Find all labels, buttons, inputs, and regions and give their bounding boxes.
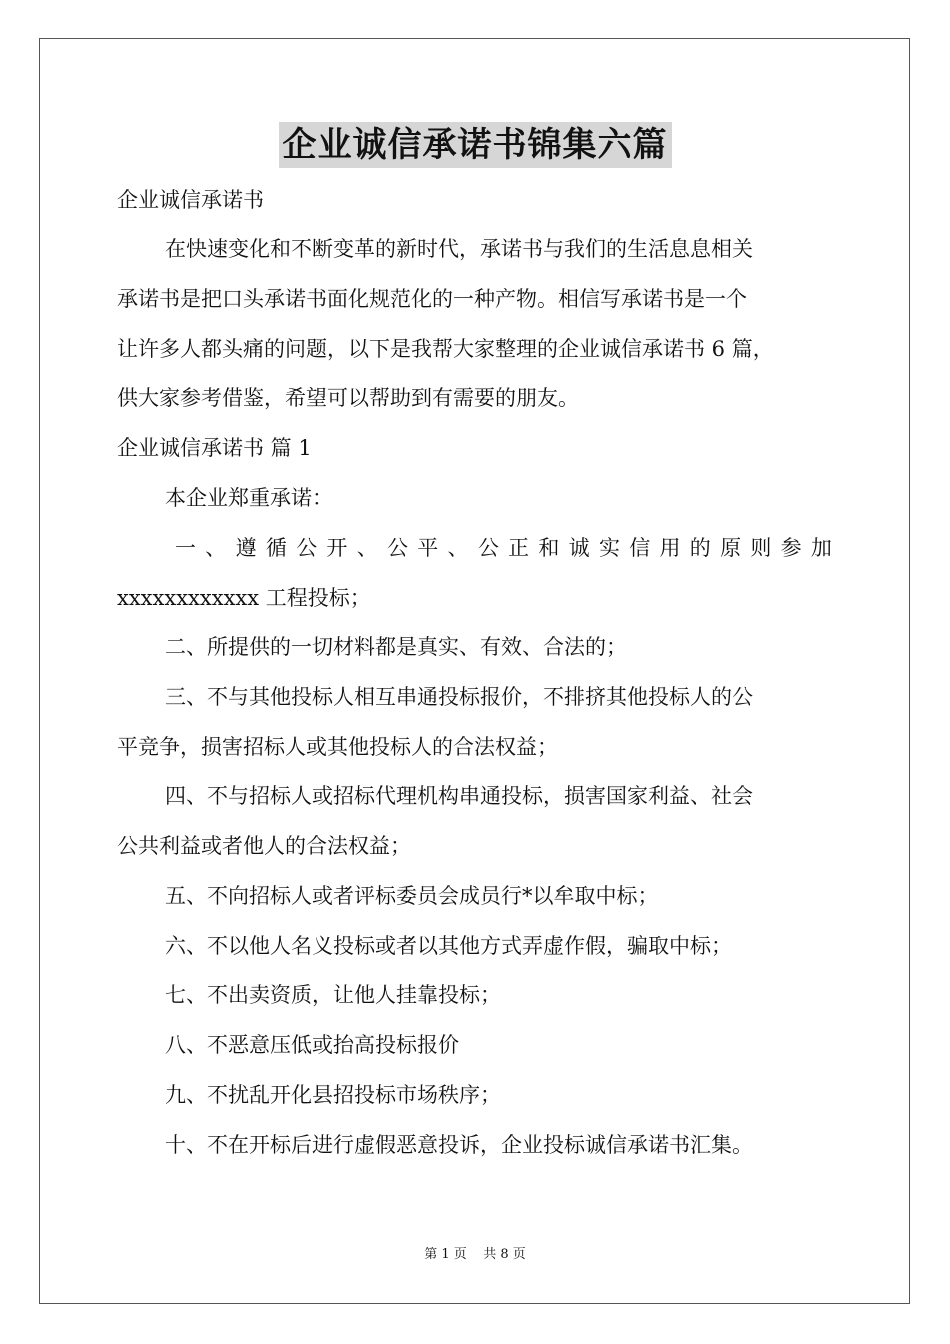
item-4-line-2: 公共利益或者他人的合法权益； (117, 834, 411, 858)
title-container (0, 122, 950, 168)
item-1-char: 原 (720, 536, 742, 560)
item-1-char: 、 (356, 536, 378, 560)
item-1-line-1 (175, 533, 832, 563)
document-subtitle: 企业诚信承诺书 (117, 188, 264, 212)
item-1-char: 、 (205, 536, 227, 560)
section-heading: 企业诚信承诺书 篇 1 (117, 436, 312, 460)
item-2: 二、所提供的一切材料都是真实、有效、合法的； (165, 635, 627, 659)
item-1-char: 开 (326, 536, 348, 560)
item-1-char: 遵 (235, 536, 257, 560)
item-10: 十、不在开标后进行虚假恶意投诉，企业投标诚信承诺书汇集。 (165, 1133, 753, 1157)
item-1-line-2: xxxxxxxxxxxx 工程投标； (117, 586, 371, 610)
item-1-char: 则 (750, 536, 772, 560)
item-1-char: 的 (689, 536, 711, 560)
item-6: 六、不以他人名义投标或者以其他方式弄虚作假，骗取中标； (165, 934, 732, 958)
item-1-char: 诚 (568, 536, 590, 560)
item-9: 九、不扰乱开化县招投标市场秩序； (165, 1083, 501, 1107)
intro-line-4: 供大家参考借鉴，希望可以帮助到有需要的朋友。 (117, 386, 579, 410)
item-8: 八、不恶意压低或抬高投标报价 (165, 1033, 459, 1057)
item-1-char: 加 (810, 536, 832, 560)
item-3-line-1: 三、不与其他投标人相互串通投标报价，不排挤其他投标人的公 (165, 685, 753, 709)
item-1-char: 参 (780, 536, 802, 560)
item-7: 七、不出卖资质，让他人挂靠投标； (165, 983, 501, 1007)
document-title: 企业诚信承诺书锦集六篇 (279, 122, 672, 168)
item-1-char: 公 (477, 536, 499, 560)
item-4-line-1: 四、不与招标人或招标代理机构串通投标，损害国家利益、社会 (165, 784, 753, 808)
item-1-char: 和 (538, 536, 560, 560)
intro-line-2: 承诺书是把口头承诺书面化规范化的一种产物。相信写承诺书是一个 (117, 287, 747, 311)
item-1-char: 实 (598, 536, 620, 560)
item-1-char: 正 (508, 536, 530, 560)
item-1-char: 公 (296, 536, 318, 560)
item-5: 五、不向招标人或者评标委员会成员行*以牟取中标； (165, 884, 659, 908)
item-1-char: 公 (386, 536, 408, 560)
item-1-char: 一 (175, 536, 196, 560)
intro-line-1: 在快速变化和不断变革的新时代，承诺书与我们的生活息息相关 (165, 237, 753, 261)
item-1-char: 循 (265, 536, 287, 560)
item-1-char: 、 (447, 536, 469, 560)
page-number-footer: 第 1 页 共 8 页 (424, 1247, 526, 1262)
intro-line-3: 让许多人都头痛的问题，以下是我帮大家整理的企业诚信承诺书 6 篇， (117, 337, 774, 361)
item-3-line-2: 平竞争，损害招标人或其他投标人的合法权益； (117, 735, 558, 759)
page-border (39, 38, 910, 1304)
item-1-char: 用 (659, 536, 681, 560)
opening-statement: 本企业郑重承诺： (165, 486, 333, 510)
item-1-char: 信 (629, 536, 651, 560)
item-1-char: 平 (417, 536, 439, 560)
